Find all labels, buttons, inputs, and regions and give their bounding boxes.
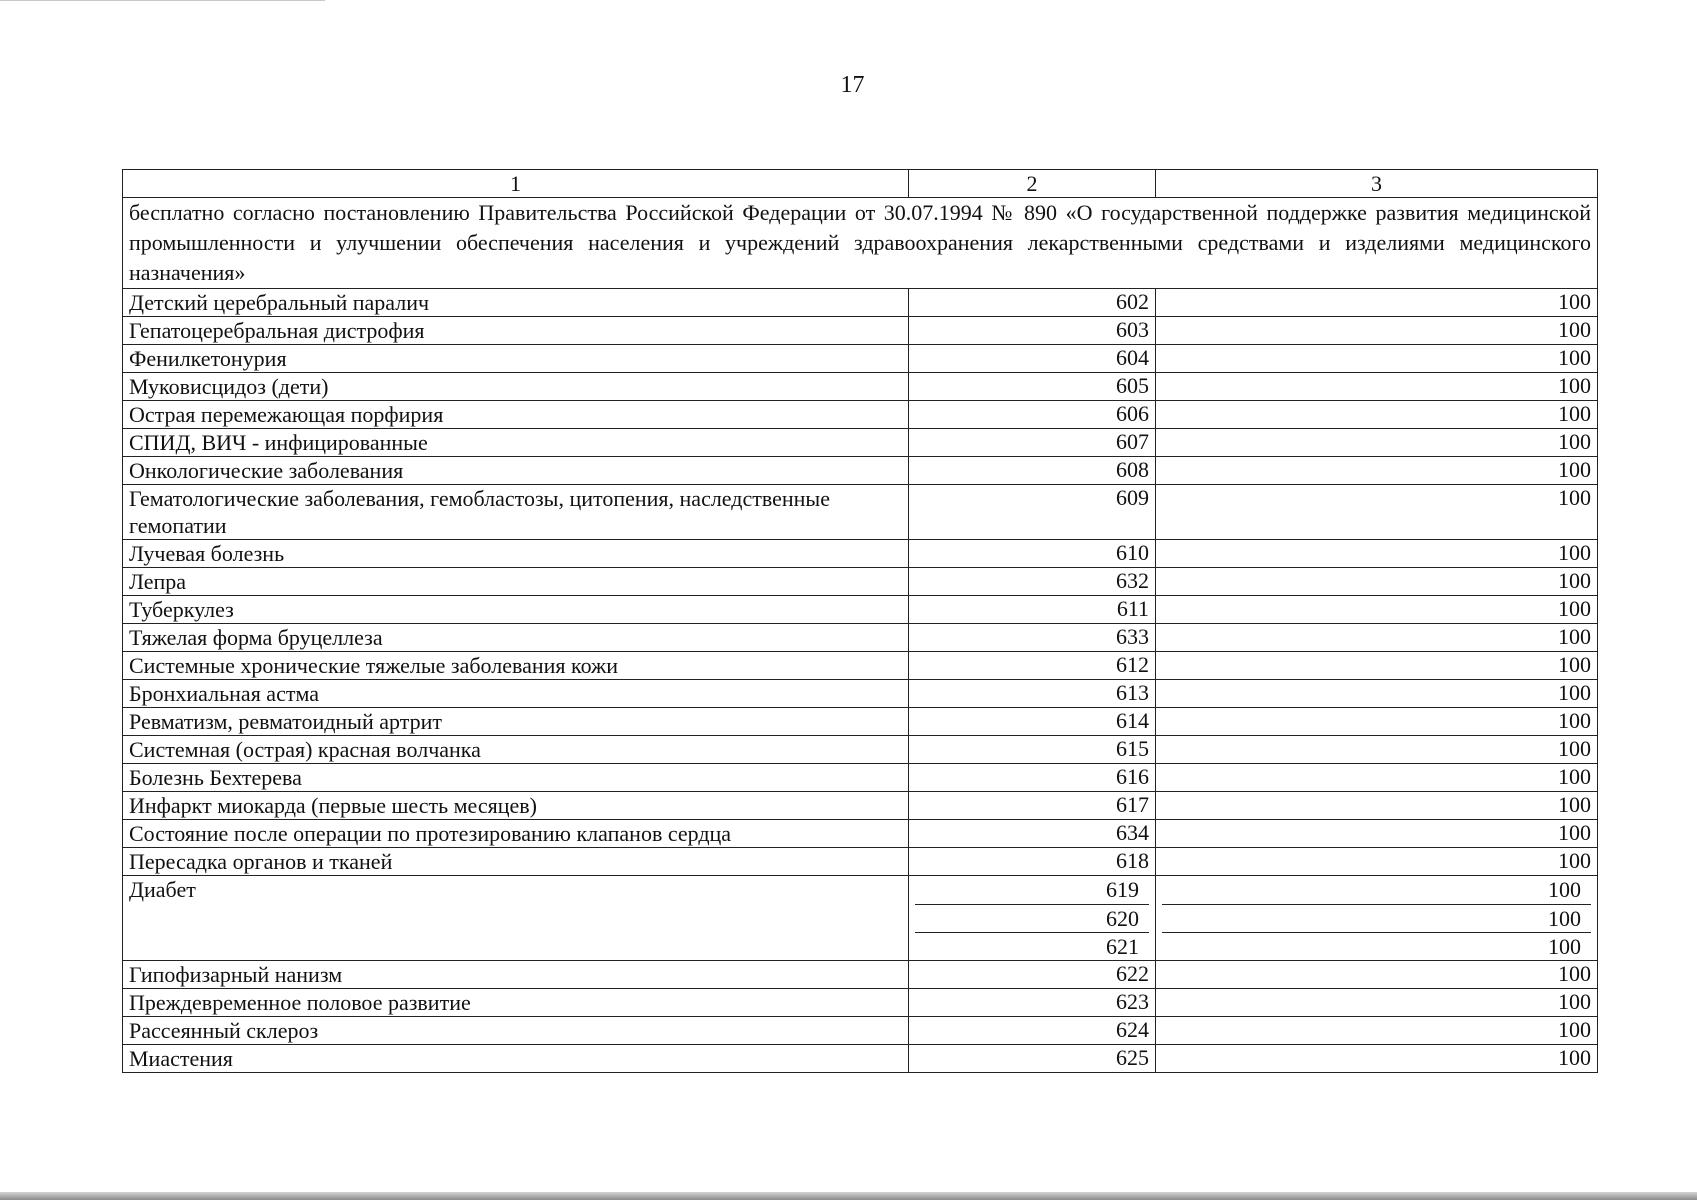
code-cell: 602 <box>909 289 1156 317</box>
code-subcell: 621 <box>915 932 1149 960</box>
disease-name-cell: Онкологические заболевания <box>123 457 909 485</box>
code-cell: 614 <box>909 708 1156 736</box>
column-header-3: 3 <box>1156 170 1598 198</box>
disease-name-cell: Состояние после операции по протезированию клапанов сердца <box>123 820 909 848</box>
percent-cell: 100 <box>1156 624 1598 652</box>
table-header-row <box>123 170 1598 198</box>
table-row <box>123 820 1598 848</box>
percent-cell: 100 <box>1156 1017 1598 1045</box>
percent-cell: 100 <box>1156 317 1598 345</box>
table-row <box>123 485 1598 540</box>
percent-cell: 100 <box>1156 596 1598 624</box>
code-cell: 622 <box>909 961 1156 989</box>
code-cell: 604 <box>909 345 1156 373</box>
table-row <box>123 568 1598 596</box>
percent-cell: 100 <box>1156 373 1598 401</box>
table-row <box>123 989 1598 1017</box>
code-cell: 617 <box>909 792 1156 820</box>
disease-name-cell: Лучевая болезнь <box>123 540 909 568</box>
intro-row <box>123 198 1598 289</box>
table-row <box>123 708 1598 736</box>
percent-cell: 100 <box>1156 680 1598 708</box>
table-row <box>123 345 1598 373</box>
table-row-diabetes <box>123 876 1598 961</box>
percent-cell: 100 <box>1156 401 1598 429</box>
disease-name-cell: Детский церебральный паралич <box>123 289 909 317</box>
percent-cell: 100 <box>1156 848 1598 876</box>
disease-name-cell: Гематологические заболевания, гемобластозы, цитопения, наследственные гемопатии <box>123 485 909 540</box>
disease-name-cell: Бронхиальная астма <box>123 680 909 708</box>
table-row <box>123 373 1598 401</box>
code-cell: 633 <box>909 624 1156 652</box>
code-cell: 623 <box>909 989 1156 1017</box>
table-row <box>123 429 1598 457</box>
benefits-table <box>122 169 1598 1073</box>
code-cell: 613 <box>909 680 1156 708</box>
percent-cell-group <box>1156 876 1598 961</box>
code-cell: 625 <box>909 1045 1156 1073</box>
code-cell: 634 <box>909 820 1156 848</box>
percent-subcell: 100 <box>1548 877 1581 902</box>
code-cell: 610 <box>909 540 1156 568</box>
percent-subcell: 100 <box>1162 904 1591 932</box>
disease-name-cell: Лепра <box>123 568 909 596</box>
disease-name-cell: Фенилкетонурия <box>123 345 909 373</box>
table-row <box>123 540 1598 568</box>
column-header-1: 1 <box>123 170 909 198</box>
disease-name-cell: Системная (острая) красная волчанка <box>123 736 909 764</box>
percent-cell: 100 <box>1156 820 1598 848</box>
percent-cell: 100 <box>1156 485 1598 540</box>
disease-name-cell: Пересадка органов и тканей <box>123 848 909 876</box>
code-cell: 607 <box>909 429 1156 457</box>
code-cell: 616 <box>909 764 1156 792</box>
table-row <box>123 624 1598 652</box>
scan-bottom-edge <box>0 1192 1697 1200</box>
code-cell: 605 <box>909 373 1156 401</box>
disease-name-cell: Муковисцидоз (дети) <box>123 373 909 401</box>
table-row <box>123 317 1598 345</box>
column-header-2: 2 <box>909 170 1156 198</box>
code-cell: 632 <box>909 568 1156 596</box>
percent-cell: 100 <box>1156 989 1598 1017</box>
table-row <box>123 792 1598 820</box>
disease-name-cell: Преждевременное половое развитие <box>123 989 909 1017</box>
code-cell: 618 <box>909 848 1156 876</box>
table-row <box>123 764 1598 792</box>
percent-cell: 100 <box>1156 540 1598 568</box>
table-row <box>123 596 1598 624</box>
table-row <box>123 401 1598 429</box>
percent-cell: 100 <box>1156 1045 1598 1073</box>
code-cell: 606 <box>909 401 1156 429</box>
code-cell: 612 <box>909 652 1156 680</box>
disease-name-cell: Рассеянный склероз <box>123 1017 909 1045</box>
code-cell: 609 <box>909 485 1156 540</box>
table-row <box>123 1045 1598 1073</box>
percent-cell: 100 <box>1156 764 1598 792</box>
disease-name-cell: Тяжелая форма бруцеллеза <box>123 624 909 652</box>
percent-cell: 100 <box>1156 708 1598 736</box>
code-subcell: 620 <box>915 904 1149 932</box>
disease-name-cell: Туберкулез <box>123 596 909 624</box>
table-row <box>123 848 1598 876</box>
code-cell: 624 <box>909 1017 1156 1045</box>
percent-cell: 100 <box>1156 289 1598 317</box>
code-subcell: 619 <box>1106 877 1139 902</box>
disease-name-cell: Диабет <box>123 876 909 961</box>
percent-cell: 100 <box>1156 961 1598 989</box>
table-row <box>123 680 1598 708</box>
disease-name-cell: Ревматизм, ревматоидный артрит <box>123 708 909 736</box>
table-row <box>123 457 1598 485</box>
disease-name-cell: СПИД, ВИЧ - инфицированные <box>123 429 909 457</box>
disease-name-cell: Системные хронические тяжелые заболевания кожи <box>123 652 909 680</box>
percent-cell: 100 <box>1156 457 1598 485</box>
table-row <box>123 961 1598 989</box>
percent-cell: 100 <box>1156 345 1598 373</box>
intro-text: бесплатно согласно постановлению Правительства Российской Федерации от 30.07.1994 № 890 «О государственной поддержке развития медицинской промышленности и улучшении обеспечения населения и учреждений здравоохранения лекарственными средствами и изделиями медицинского назначения» <box>123 198 1598 289</box>
code-cell: 611 <box>909 596 1156 624</box>
percent-cell: 100 <box>1156 568 1598 596</box>
table-row <box>123 1017 1598 1045</box>
disease-name-cell: Миастения <box>123 1045 909 1073</box>
percent-cell: 100 <box>1156 429 1598 457</box>
code-cell: 615 <box>909 736 1156 764</box>
code-cell-group <box>909 876 1156 961</box>
disease-name-cell: Гипофизарный нанизм <box>123 961 909 989</box>
percent-cell: 100 <box>1156 652 1598 680</box>
percent-cell: 100 <box>1156 792 1598 820</box>
table-row <box>123 289 1598 317</box>
table-row <box>123 736 1598 764</box>
page-number: 17 <box>840 72 865 98</box>
disease-name-cell: Гепатоцеребральная дистрофия <box>123 317 909 345</box>
disease-name-cell: Инфаркт миокарда (первые шесть месяцев) <box>123 792 909 820</box>
scan-edge-line <box>0 0 325 1</box>
code-cell: 603 <box>909 317 1156 345</box>
percent-cell: 100 <box>1156 736 1598 764</box>
disease-name-cell: Острая перемежающая порфирия <box>123 401 909 429</box>
percent-subcell: 100 <box>1162 932 1591 960</box>
code-cell: 608 <box>909 457 1156 485</box>
disease-name-cell: Болезнь Бехтерева <box>123 764 909 792</box>
table-row <box>123 652 1598 680</box>
